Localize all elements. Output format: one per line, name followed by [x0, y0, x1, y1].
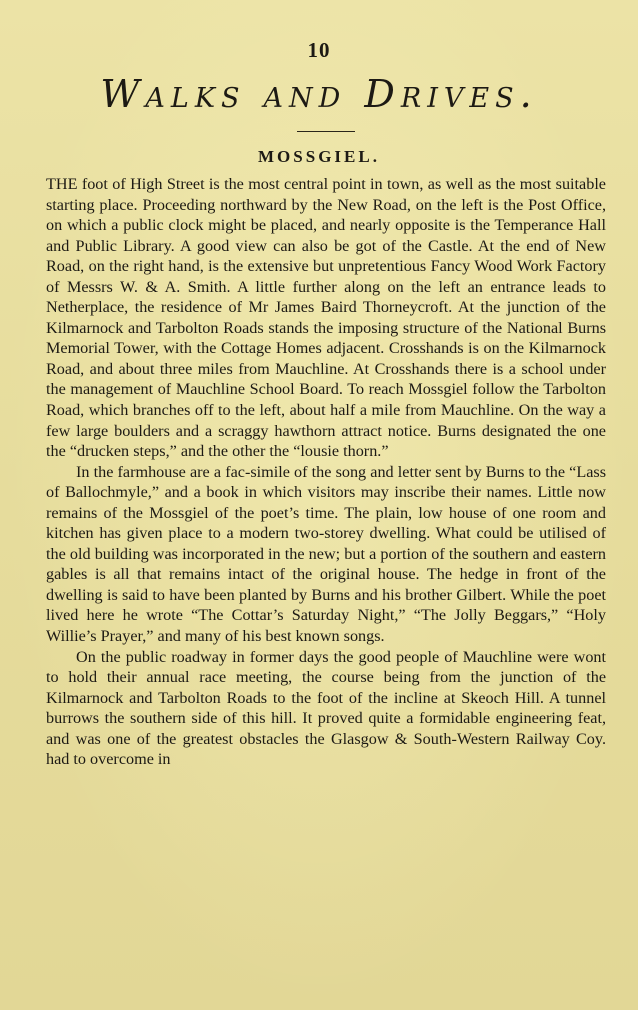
paragraph: In the farmhouse are a fac-simile of the song and letter sent by Burns to the “Lass of Ballochmyle,” and a book in which visitors may inscribe their names. Little now remains of the Mossgiel of the poet’s time. The plain, low house of one room and kitchen has given place to a modern two-storey dwelling. What could be utilised of the old building was incorporated in the new; but a portion of the southern and eastern gables is all that remains intact of the original house. The hedge in front of the dwelling is said to have been planted by Burns and his brother Gilbert. While the poet lived here he wrote “The Cottar’s Saturday Night,” “The Jolly Beggars,” “Holy Willie’s Prayer,” and many of his best known songs.	[46, 462, 606, 646]
paragraph: THE foot of High Street is the most central point in town, as well as the most suitable starting place. Proceeding northward by the New Road, on the left is the Post Office, on which a public clock might be placed, and nearly opposite is the Temperance Hall and Public Library. A good view can also be got of the Castle. At the end of New Road, on the right hand, is the extensive but unpretentious Fancy Wood Work Factory of Messrs W. & A. Smith. A little further along on the left an entrance leads to Netherplace, the residence of Mr James Baird Thorneycroft. At the junction of the Kilmarnock and Tarbolton Roads stands the imposing structure of the National Burns Memorial Tower, with the Cottage Homes adjacent. Crosshands is on the Kilmarnock Road, and about three miles from Mauchline. At Crosshands there is a school under the management of Mauchline School Board. To reach Mossgiel follow the Tarbolton Road, which branches off to the left, about half a mile from Mauchline. On the way a few large boulders and a scraggy hawthorn attract notice. Burns designated the one the “drucken steps,” and the other the “lousie thorn.”	[46, 175, 606, 461]
page-title: Walks and Drives.	[100, 72, 538, 116]
body-text	[46, 174, 606, 770]
paragraph: On the public roadway in former days the good people of Mauchline were wont to hold their annual race meeting, the course being from the junction of the Kilmarnock and Tarbolton Roads to the foot of the incline at Skeoch Hill. A tunnel burrows the southern side of this hill. It proved quite a formidable engineering feat, and was one of the greatest obstacles the Glasgow & South-Western Railway Coy. had to overcome in	[46, 647, 606, 769]
section-heading: MOSSGIEL.	[258, 147, 380, 166]
title-divider	[297, 131, 355, 132]
page-number: 10	[307, 38, 331, 62]
